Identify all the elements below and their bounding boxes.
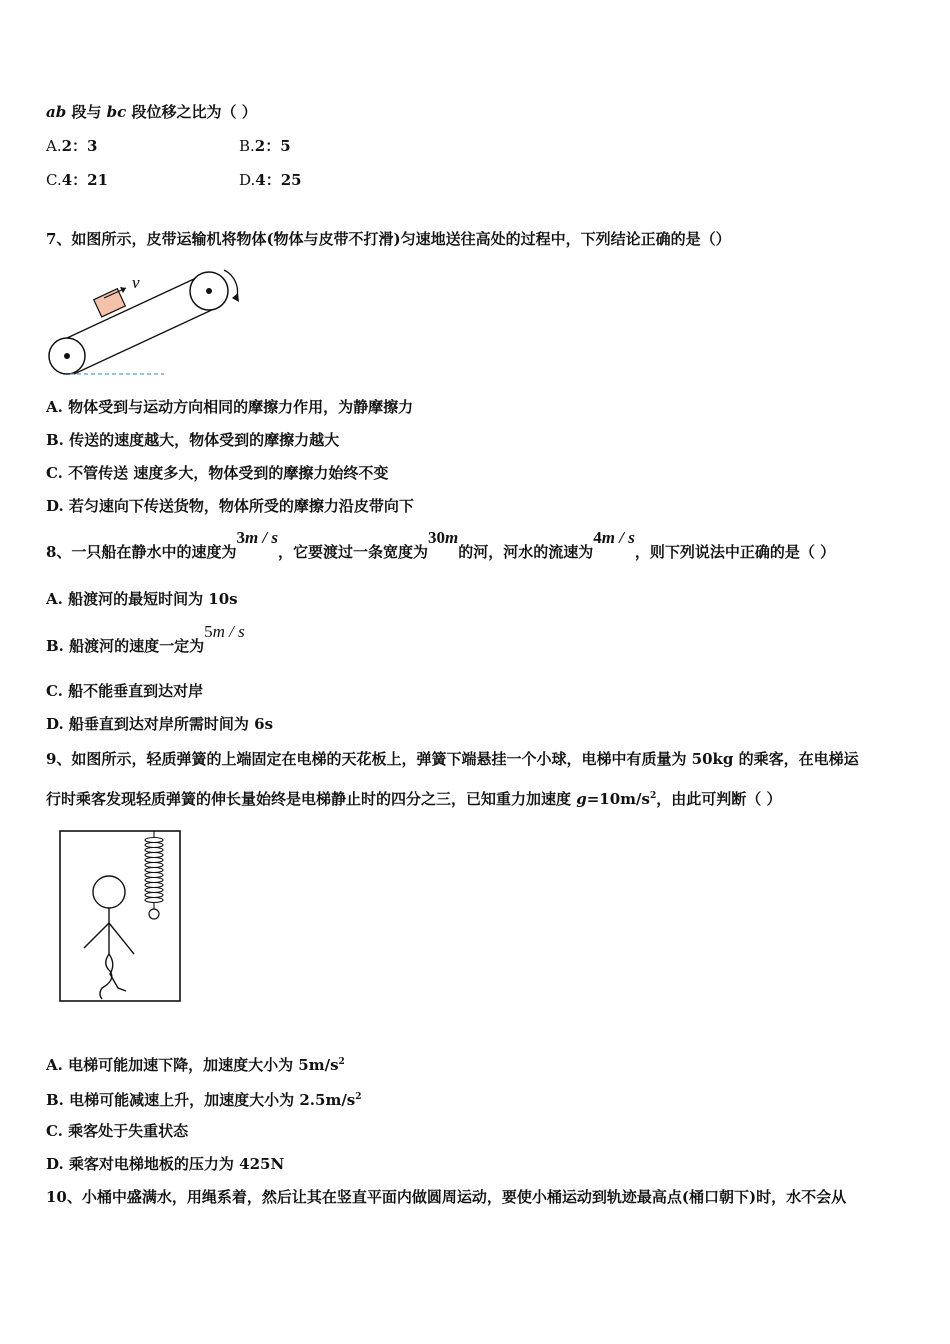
- velocity-label: v: [132, 273, 140, 292]
- q9-stem-line1: 9、如图所示，轻质弹簧的上端固定在电梯的天花板上，弹簧下端悬挂一个小球，电梯中有质量为 50kg 的乘客，在电梯运: [46, 750, 859, 768]
- q8-option-b-value: 5m / s: [204, 622, 245, 641]
- q8-flow-value: 4m / s: [593, 528, 635, 547]
- rotation-arrowhead: [232, 293, 239, 302]
- q6-option-b: B.2：5: [239, 137, 291, 155]
- q7-option-b: B. 传送的速度越大，物体受到的摩擦力越大: [46, 431, 340, 449]
- belt-bottom-edge: [74, 308, 216, 374]
- q7-option-d: D. 若匀速向下传送货物，物体所受的摩擦力沿皮带向下: [46, 497, 414, 515]
- q6-option-c: C.4：21: [46, 171, 109, 189]
- q10-stem-line1: 10、小桶中盛满水，用绳系着，然后让其在竖直平面内做圆周运动，要使小桶运动到轨迹最高点(桶口朝下)时，水不会从: [46, 1188, 847, 1206]
- upper-pulley-axle: [206, 288, 212, 294]
- hanging-ball: [149, 909, 159, 919]
- q8-stem: 8、一只船在静水中的速度为3m / s，它要渡过一条宽度为30m的河，河水的流速为4m / s，则下列说法中正确的是（ ）: [46, 528, 836, 561]
- q6-stem: ab 段与 bc 段位移之比为（ ）: [46, 103, 257, 121]
- q8-width-value: 30m: [428, 528, 459, 547]
- q6-option-d: D.4：25: [239, 171, 302, 189]
- q9-option-c: C. 乘客处于失重状态: [46, 1122, 189, 1140]
- q8-option-d: D. 船垂直到达对岸所需时间为 6s: [46, 715, 274, 733]
- elevator-spring-figure: [58, 828, 184, 1006]
- q8-option-a: A. 船渡河的最短时间为 10s: [46, 590, 238, 608]
- q9-option-d: D. 乘客对电梯地板的压力为 425N: [46, 1155, 285, 1173]
- q8-speed-value: 3m / s: [236, 528, 279, 547]
- q6-option-a: A.2：3: [46, 137, 98, 155]
- q7-stem: 7、如图所示，皮带运输机将物体(物体与皮带不打滑)匀速地送往高处的过程中，下列结论正确的是（）: [46, 230, 731, 248]
- q8-option-b: B. 船渡河的速度一定为5m / s: [46, 622, 245, 655]
- lower-pulley-axle: [64, 353, 70, 359]
- conveyor-belt-figure: [46, 262, 251, 380]
- q9-stem-line2: 行时乘客发现轻质弹簧的伸长量始终是电梯静止时的四分之三，已知重力加速度 $g=10m/s^2$，由此可判断（ ）: [46, 790, 782, 808]
- q9-option-a: A. 电梯可能加速下降，加速度大小为 $5m/s^2$: [46, 1056, 345, 1074]
- q7-option-c: C. 不管传送 速度多大，物体受到的摩擦力始终不变: [46, 464, 389, 482]
- q7-option-a: A. 物体受到与运动方向相同的摩擦力作用，为静摩擦力: [46, 398, 414, 416]
- q9-option-b: B. 电梯可能减速上升，加速度大小为 $2.5m/s^2$: [46, 1091, 362, 1109]
- q8-option-c: C. 船不能垂直到达对岸: [46, 682, 204, 700]
